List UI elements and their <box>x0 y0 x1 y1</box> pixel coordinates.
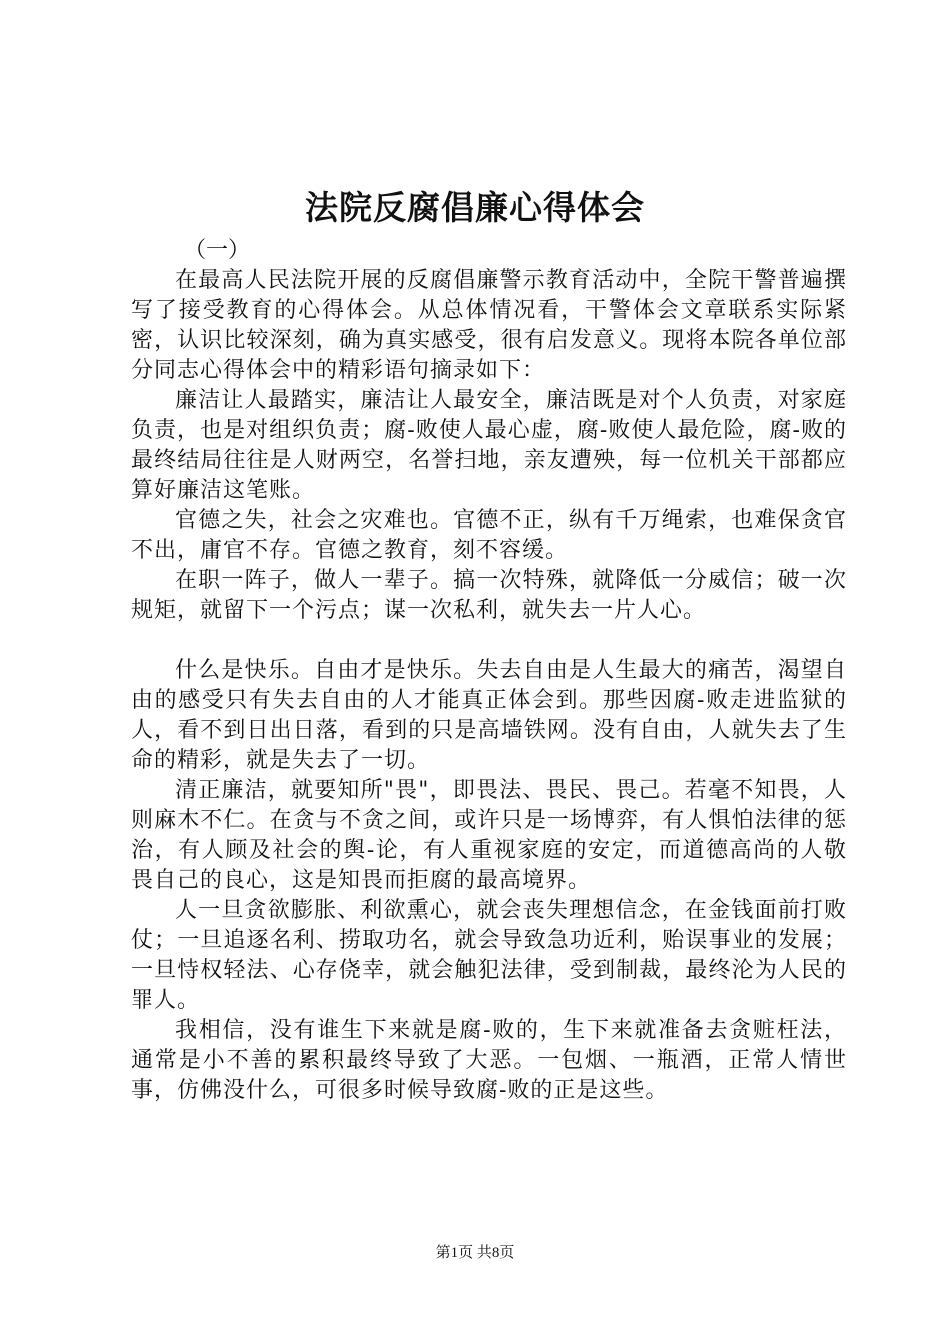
paragraph-quote-3: 在职一阵子，做人一辈子。搞一次特殊，就降低一分威信；破一次规矩，就留下一个污点；谋一次私利，就失去一片人心。 <box>131 568 847 623</box>
paragraph-quote-4: 什么是快乐。自由才是快乐。失去自由是人生最大的痛苦，渴望自由的感受只有失去自由的人才能真正体会到。那些因腐-败走进监狱的人，看不到日出日落，看到的只是高墙铁网。没有自由，人就失去了生命的精彩，就是失去了一切。 <box>131 658 847 773</box>
paragraph-quote-2: 官德之失，社会之灾难也。官德不正，纵有千万绳索，也难保贪官不出，庸官不存。官德之教育，刻不容缓。 <box>131 508 847 563</box>
paragraph-quote-5: 清正廉洁，就要知所"畏"，即畏法、畏民、畏己。若毫不知畏，人则麻木不仁。在贪与不贪之间，或许只是一场博弈，有人惧怕法律的惩治，有人顾及社会的舆-论，有人重视家庭的安定，而道德高尚的人敬畏自己的良心，这是知畏而拒腐的最高境界。 <box>131 778 847 893</box>
paragraph-quote-1: 廉洁让人最踏实，廉洁让人最安全，廉洁既是对个人负责，对家庭负责，也是对组织负责；腐-败使人最心虚，腐-败使人最危险，腐-败的最终结局往往是人财两空，名誉扫地，亲友遭殃，每一位机关干部都应算好廉洁这笔账。 <box>131 388 847 503</box>
paragraph-gap <box>131 626 847 656</box>
page-footer: 第1页 共8页 <box>435 1245 515 1261</box>
paragraph-quote-6: 人一旦贪欲膨胀、利欲熏心，就会丧失理想信念，在金钱面前打败仗；一旦追逐名利、捞取功名，就会导致急功近利，贻误事业的发展；一旦恃权轻法、心存侥幸，就会触犯法律，受到制裁，最终沦为人民的罪人。 <box>131 898 847 1013</box>
paragraph-quote-7: 我相信，没有谁生下来就是腐-败的，生下来就准备去贪赃枉法，通常是小不善的累积最终导致了大恶。一包烟、一瓶酒，正常人情世事，仿佛没什么，可很多时候导致腐-败的正是这些。 <box>131 1018 847 1103</box>
document-body <box>131 266 847 1106</box>
section-label: （一） <box>184 238 251 263</box>
paragraph-intro: 在最高人民法院开展的反腐倡廉警示教育活动中，全院干警普遍撰写了接受教育的心得体会。从总体情况看，干警体会文章联系实际紧密，认识比较深刻，确为真实感受，很有启发意义。现将本院各单位部分同志心得体会中的精彩语句摘录如下： <box>131 268 847 383</box>
document-title: 法院反腐倡廉心得体会 <box>305 188 645 227</box>
